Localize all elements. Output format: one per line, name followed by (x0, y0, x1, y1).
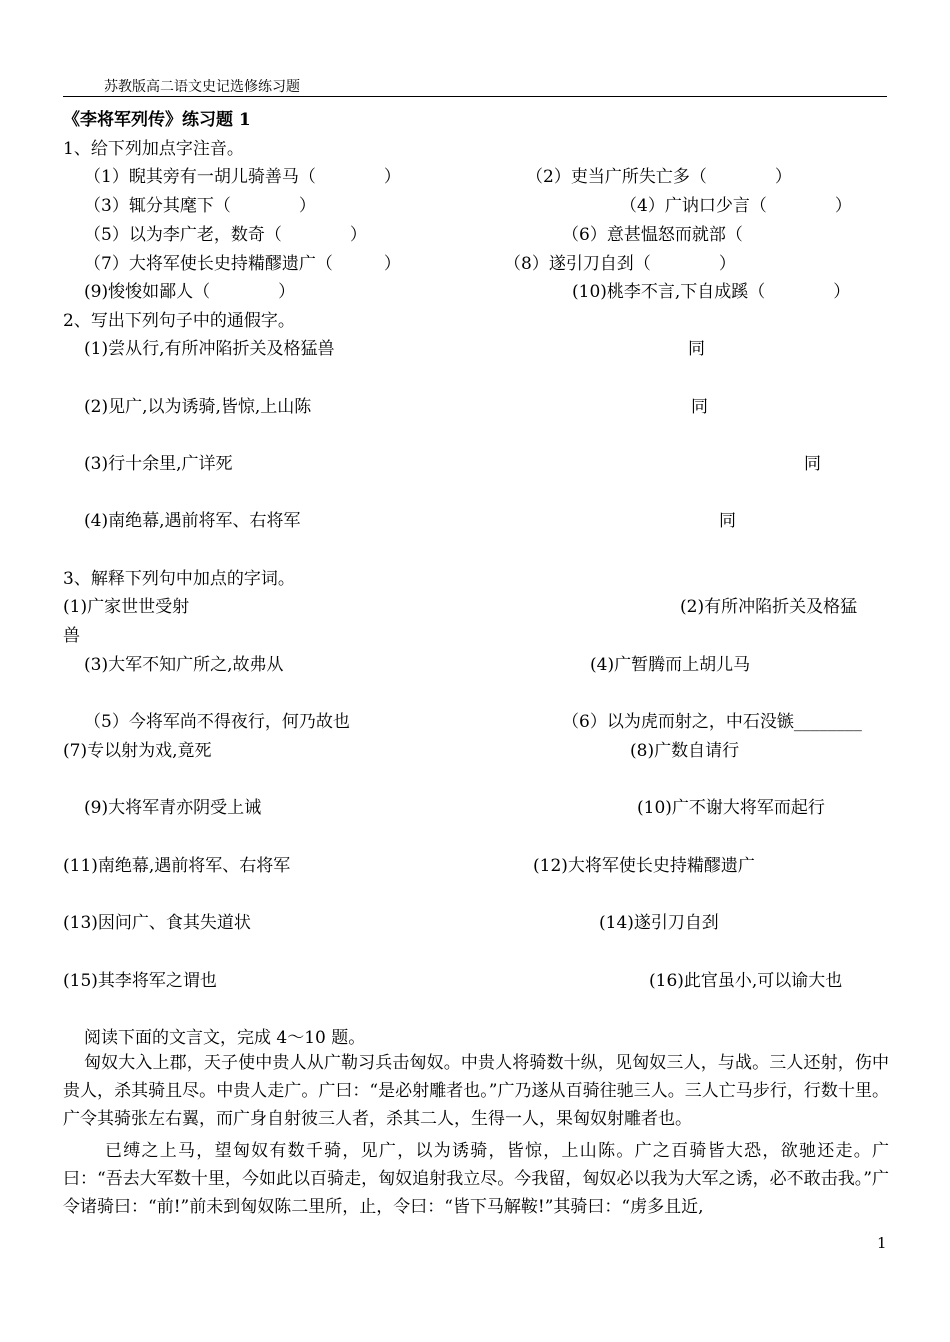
q2-tong: 同 (719, 511, 736, 531)
q3-item: (8)广数自请行 (630, 741, 740, 761)
q2-item: (1)尝从行,有所冲陷折关及格猛兽 (84, 339, 335, 359)
q2-item: (2)见广,以为诱骑,皆惊,上山陈 (84, 397, 312, 417)
q3-item: （5）今将军尚不得夜行，何乃故也 (84, 712, 350, 732)
page-title: 《李将军列传》练习题 1 (63, 110, 251, 130)
q1-item: （3）辄分其麾下（ ） (84, 196, 316, 216)
q1-item: （6）意甚愠怒而就部（ (562, 225, 743, 245)
q3-item: (1)广家世世受射 (63, 597, 190, 617)
q3-item: (10)广不谢大将军而起行 (637, 798, 825, 818)
reading-paragraph-1: 匈奴大入上郡，天子使中贵人从广勒习兵击匈奴。中贵人将骑数十纵，见匈奴三人，与战。三人还射，伤中贵人，杀其骑且尽。中贵人走广。广曰：“是必射雕者也。”广乃遂从百骑往驰三人。三人亡马步行，行数十里。广令其骑张左右翼，而广身自射彼三人者，杀其二人，生得一人，果匈奴射雕者也。 (63, 1053, 889, 1129)
q3-item: (15)其李将军之谓也 (63, 971, 217, 991)
q3-item: (13)因问广、食其失道状 (63, 913, 251, 933)
q3-item: (7)专以射为戏,竟死 (63, 741, 212, 761)
q1-item: （2）吏当广所失亡多（ ） (526, 167, 792, 187)
q3-item: (4)广暂腾而上胡儿马 (590, 655, 751, 675)
q2-item: (4)南绝幕,遇前将军、右将军 (84, 511, 301, 531)
q1-heading: 1、给下列加点字注音。 (63, 139, 244, 159)
q2-tong: 同 (804, 454, 821, 474)
page-header: 苏教版高二语文史记选修练习题 (104, 79, 300, 95)
q3-item: (12)大将军使长史持糒醪遗广 (533, 856, 755, 876)
q3-item: （6）以为虎而射之，中石没镞________ (562, 712, 862, 732)
reading-intro: 阅读下面的文言文，完成 4～10 题。 (84, 1028, 366, 1048)
q2-tong: 同 (688, 339, 705, 359)
q3-item: (3)大军不知广所之,故弗从 (84, 655, 284, 675)
q1-item: （5）以为李广老，数奇（ ） (84, 225, 367, 245)
page-number: 1 (877, 1234, 887, 1252)
q2-tong: 同 (691, 397, 708, 417)
q3-item: (2)有所冲陷折关及格猛 (680, 597, 858, 617)
q3-item: (14)遂引刀自刭 (599, 913, 719, 933)
q1-item: （1）睨其旁有一胡儿骑善马（ ） (84, 167, 401, 187)
q2-item: (3)行十余里,广详死 (84, 454, 233, 474)
q1-item: （4）广讷口少言（ ） (620, 196, 852, 216)
q2-heading: 2、写出下列句子中的通假字。 (63, 311, 295, 331)
q1-item: (10)桃李不言,下自成蹊（ ） (572, 282, 851, 302)
q3-item: (9)大将军青亦阴受上诫 (84, 798, 262, 818)
q3-heading: 3、解释下列句中加点的字词。 (63, 569, 295, 589)
header-rule (63, 96, 887, 97)
reading-paragraph-2: 已缚之上马，望匈奴有数千骑，见广，以为诱骑，皆惊，上山陈。广之百骑皆大恐，欲驰还走。广曰：“吾去大军数十里，今如此以百骑走，匈奴追射我立尽。今我留，匈奴必以我为大军之诱，必不敢击我。”广令诸骑曰：“前!”前未到匈奴陈二里所，止，令曰：“皆下马解鞍!”其骑曰：“虏多且近, (63, 1141, 889, 1217)
q3-item: (16)此官虽小,可以谕大也 (649, 971, 843, 991)
q1-item: （7）大将军使长史持糒醪遗广（ ） (84, 254, 401, 274)
q1-item: （8）遂引刀自刭（ ） (504, 254, 736, 274)
q3-item: (11)南绝幕,遇前将军、右将军 (63, 856, 291, 876)
q3-item-wrap: 兽 (63, 626, 80, 646)
q1-item: (9)悛悛如鄙人（ ） (84, 282, 296, 302)
